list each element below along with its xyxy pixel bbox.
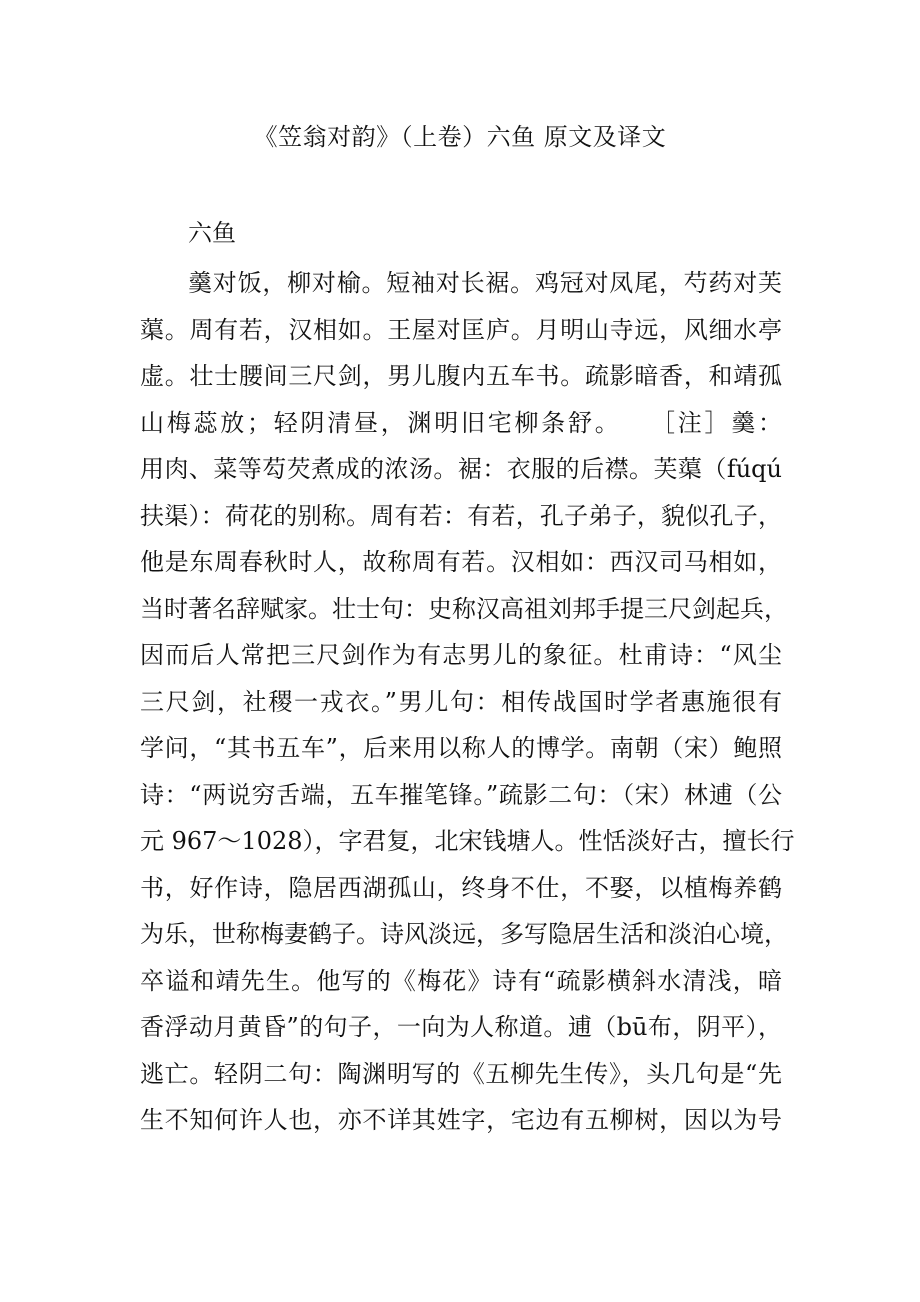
text-line: 诗：“两说穷舌端，五车摧笔锋。”疏影二句：（宋）林逋（公 bbox=[140, 780, 782, 809]
text-line: 虚。壮士腰间三尺剑，男儿腹内五车书。疏影暗香，和靖孤 bbox=[140, 362, 782, 390]
text-line: 因而后人常把三尺剑作为有志男儿的象征。杜甫诗：“风尘 bbox=[140, 641, 782, 669]
section-heading: 六鱼 bbox=[188, 219, 236, 247]
text-line: 羹对饭，柳对榆。短袖对长裾。鸡冠对凤尾，芍药对芙 bbox=[188, 269, 782, 297]
text-line: 生不知何许人也，亦不详其姓字，宅边有五柳树，因以为号 bbox=[140, 1106, 782, 1134]
body-text bbox=[140, 260, 795, 1144]
text-line: 当时著名辞赋家。壮士句：史称汉高祖刘邦手提三尺剑起兵， bbox=[140, 594, 788, 623]
text-line: 扶渠）：荷花的别称。周有若：有若，孔子弟子，貌似孔子， bbox=[140, 501, 782, 530]
text-line: 为乐，世称梅妻鹤子。诗风淡远，多写隐居生活和淡泊心境， bbox=[140, 920, 788, 948]
text-line: 三尺剑，社稷一戎衣。”男儿句：相传战国时学者惠施很有 bbox=[140, 687, 782, 716]
text-line: 元 967～1028），字君复，北宋钱塘人。性恬淡好古，擅长行 bbox=[140, 827, 795, 855]
text-line: 香浮动月黄昏”的句子，一向为人称道。逋（bū布，阴平）， bbox=[140, 1013, 782, 1041]
text-line: 书，好作诗，隐居西湖孤山，终身不仕，不娶，以植梅养鹤 bbox=[140, 873, 782, 902]
text-line: 用肉、菜等芶芡煮成的浓汤。裾：衣服的后襟。芙蕖（fúqú bbox=[140, 455, 782, 483]
text-line: 蕖。周有若，汉相如。王屋对匡庐。月明山寺远，风细水亭 bbox=[140, 315, 782, 344]
text-line: 山梅蕊放；轻阴清昼，渊明旧宅柳条舒。 ［注］羹： bbox=[140, 408, 782, 437]
text-line: 学问，“其书五车”，后来用以称人的博学。南朝（宋）鲍照 bbox=[140, 734, 782, 762]
document-title: 《笠翁对韵》（上卷）六鱼 原文及译文 bbox=[253, 123, 667, 151]
text-line: 卒谥和靖先生。他写的《梅花》诗有“疏影横斜水清浅，暗 bbox=[140, 966, 782, 995]
text-line: 逃亡。轻阴二句：陶渊明写的《五柳先生传》，头几句是“先 bbox=[140, 1059, 782, 1088]
text-line: 他是东周春秋时人，故称周有若。汉相如：西汉司马相如， bbox=[140, 548, 782, 576]
